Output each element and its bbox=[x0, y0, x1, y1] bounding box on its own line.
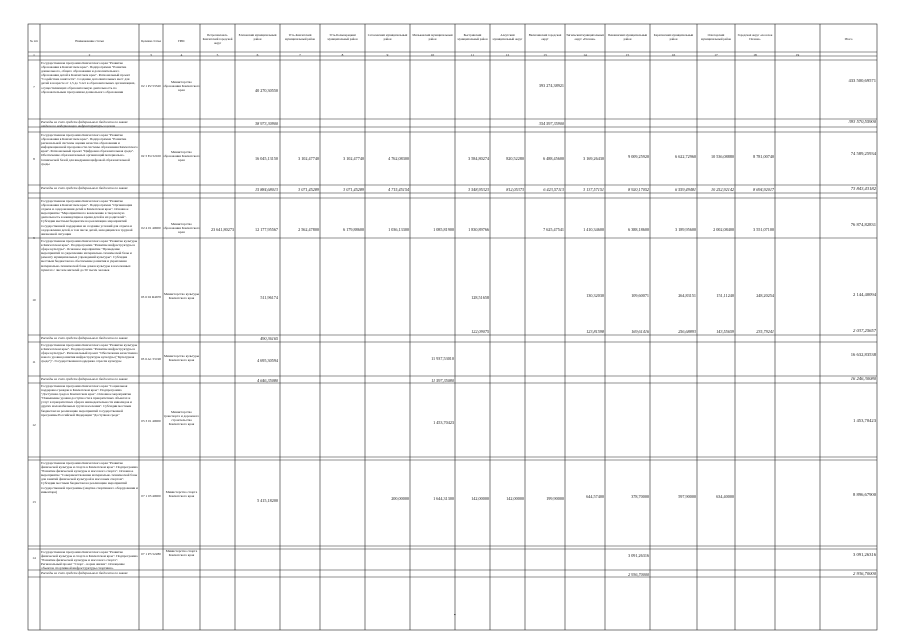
row-14-text: Государственная программа Камчатского края "Развитие физической культуры и спорта в Камчатском крае". Подпрограмма "Развитие физической культуры и массового спорта". Региональный проект "Спорт - норма жизни". Оснащение объектов спортивной инфраструктуры спортивно- bbox=[41, 550, 138, 570]
row-13-tigil: 644,57400 bbox=[586, 494, 604, 499]
row-11-sub-elizovo: 4 646,35080 bbox=[257, 378, 278, 383]
row-10-sub-penzh: 256,68893 bbox=[678, 329, 696, 334]
row-12-code: 05 3 01 40000 bbox=[141, 419, 161, 423]
row-14-sub-penzh: 2 936,70000 bbox=[628, 572, 649, 577]
row-14-code: 07 1 P5 52280 bbox=[141, 552, 161, 556]
row-13-code: 07 1 03 40000 bbox=[141, 494, 161, 498]
row-10-text: Государственная программа Камчатского края "Развитие культуры в Камчатском крае". Подпрограмма "Развитие инфраструктуры в сфере культуры". Основное мероприятие "Проведение мероприятий по укреплению материально-технической базы и ремонту муниципальных учреждений культуры". Субсидия местным бюджетам на обеспечение развития и укрепления материально-технической базы домов культуры в населенных пунктах с числом жителей до 50 тысяч человек bbox=[41, 239, 138, 272]
column-number: 10 bbox=[430, 52, 435, 57]
header-col-tigil: Тигильский муниципальный округ «Палана» bbox=[566, 34, 605, 41]
row-13-penzh: 378,70000 bbox=[631, 494, 649, 499]
column-number: 5 bbox=[216, 52, 219, 57]
row-12-total: 1 453,70423 bbox=[853, 418, 876, 423]
column-number: 8 bbox=[341, 52, 344, 57]
row-11-milkovo: 11 937,53010 bbox=[431, 356, 454, 361]
row-8-grbs: Министерство образования Камчатского края bbox=[163, 150, 200, 163]
row-12-grbs: Министерство транспорта и дорожного строительства Камчатского края bbox=[163, 410, 200, 427]
header-col-sobol: Соболевский муниципальный район bbox=[367, 34, 409, 41]
row-8-sub-bystrin: 3 548,95323 bbox=[468, 187, 489, 192]
row-11-sub-total: 16 246,30080 bbox=[850, 376, 876, 381]
column-number: 14 bbox=[583, 52, 587, 57]
row-8-sub-elizovo: 15 884,68013 bbox=[254, 187, 278, 192]
header-col-penzh: Пенжинский муниципальный район bbox=[607, 34, 648, 41]
row-10-sub-text: Расходы за счет средств федерального бюджета по заявке bbox=[41, 336, 128, 340]
column-number: 13 bbox=[543, 52, 547, 57]
row-13-elizovo: 5 415,18200 bbox=[257, 498, 278, 503]
row-13-no: 13 bbox=[32, 500, 36, 504]
header-col-palana-gp: Городской округ «поселок Палана» bbox=[737, 34, 774, 41]
row-10-sub-tigil: 169,61416 bbox=[631, 329, 649, 334]
row-8-palana: 8 781,00740 bbox=[753, 154, 774, 159]
row-9-bystrin: 1 830,89766 bbox=[468, 227, 489, 232]
row-9-kamchatka: 23 641,80273 bbox=[210, 227, 234, 232]
row-9-ust-kam: 2 562,47800 bbox=[298, 227, 319, 232]
row-12-text: Государственная программа Камчатского края "Социальная поддержка граждан в Камчатском крае". Подпрограмма "Доступная среда в Камчатском крае". Основное мероприятие "Повышение уровня доступности в приоритетных объектах и услуг в приоритетных сферах жизнедеятельности инвалидов и других маломобильных групп населения". Субсидии местным бюджетам на реализацию мероприятий государственной программы Российской Федерации "Доступная среда" bbox=[41, 384, 133, 417]
row-10-code: 03 6 02 R4670 bbox=[140, 295, 162, 299]
row-8-sub-ust-kam: 3 071,45289 bbox=[298, 187, 319, 192]
row-8-elizovo: 16 045,13150 bbox=[254, 156, 278, 161]
row-11-elizovo: 4 695,30594 bbox=[257, 358, 278, 363]
row-8-sub-olyut: 10 252,92142 bbox=[710, 187, 734, 192]
row-10-no: 10 bbox=[32, 298, 36, 302]
row-9-tigil: 1 410,34600 bbox=[583, 227, 604, 232]
row-7-code: 02 1 P2 53320 bbox=[141, 84, 161, 88]
row-13-grbs: Министерство спорта Камчатского края bbox=[165, 490, 199, 499]
row-9-karag: 3 189,95600 bbox=[675, 227, 696, 232]
header-col-total: Итого bbox=[844, 38, 853, 41]
row-7-text: Государственная программа Камчатского края "Развитие образования в Камчатском крае". Подпрограмма "Развитие дошкольного, общего образования и дополнительного образования детей в Камчатском крае". Региональный проект "Содействие занятости". Создание дополнительных мест для детей в возрасте от 1,5 до 3 лет в образовательных организациях, осуществляющих образовательную деятельность по образовательным программам дошкольного образования bbox=[41, 61, 137, 94]
row-8-aleut: 820,52280 bbox=[506, 156, 524, 161]
header-col-bystrin: Быстринский муниципальный район bbox=[457, 34, 488, 41]
row-8-ust-kam: 3 102,47740 bbox=[298, 156, 319, 161]
page-mark: ▪ bbox=[454, 614, 456, 618]
row-11-no: 11 bbox=[32, 360, 36, 364]
row-9-palana: 3 551,07100 bbox=[753, 227, 774, 232]
row-14-sub-total: 2 936,70000 bbox=[853, 571, 876, 576]
row-8-code: 02 3 E4 52100 bbox=[141, 154, 161, 158]
row-11-sub-milkovo: 11 597,35080 bbox=[431, 378, 454, 383]
header-name: Наименование статьи bbox=[75, 40, 104, 43]
row-11-total: 16 632,83538 bbox=[850, 352, 876, 357]
row-9-vilyuch: 7 625,47541 bbox=[543, 227, 564, 232]
row-7-sub-total: 393 570,55900 bbox=[848, 119, 876, 124]
header-col-karag: Карагинский муниципальный район bbox=[653, 34, 694, 41]
row-13-aleut: 142,00000 bbox=[506, 496, 524, 501]
row-9-elizovo: 12 177,95567 bbox=[254, 227, 278, 232]
header-col-ust-kam: Усть-Камчатский муниципальный район bbox=[284, 34, 316, 41]
header-col-milkovo: Мильковский муниципальный район bbox=[412, 34, 454, 41]
row-9-penzh: 6 388,18600 bbox=[628, 227, 649, 232]
row-8-olyut: 10 536,08880 bbox=[710, 154, 734, 159]
row-8-text: Государственная программа Камчатского края "Развитие образования в Камчатском крае". Подпрограмма "Развитие региональной системы оценки качества образования и информационной прозрачности системы образования Камчатского края". Региональный проект "Цифровая образовательная среда". Обеспечение образовательных организаций материально-технической базой для внедрения цифровой образовательной среды bbox=[41, 133, 138, 166]
row-7-no: 7 bbox=[33, 85, 35, 89]
row-8-sub-penzh: 8 920,17052 bbox=[628, 187, 649, 192]
row-10-grbs: Министерство культуры Камчатского края bbox=[163, 292, 200, 301]
row-8-tigil: 3 169,26430 bbox=[583, 156, 604, 161]
row-13-olyut: 634,40000 bbox=[716, 494, 734, 499]
row-10-penzh: 264,83151 bbox=[678, 293, 696, 298]
row-7-total: 433 500,69571 bbox=[848, 78, 876, 83]
column-number: 17 bbox=[714, 52, 718, 57]
row-8-sub-karag: 6 559,49481 bbox=[675, 187, 696, 192]
row-9-sobol: 1 036,13300 bbox=[388, 227, 409, 232]
header-code: Целевая статья bbox=[141, 40, 161, 43]
row-8-vilyuch: 6 488,45600 bbox=[543, 156, 564, 161]
row-9-code: 02 4 01 40000 bbox=[141, 226, 161, 230]
row-10-bystrin: 128,51658 bbox=[471, 295, 489, 300]
row-9-grbs: Министерство образования Камчатского края bbox=[163, 222, 200, 235]
row-12-no: 12 bbox=[32, 423, 36, 427]
column-number: 16 bbox=[671, 52, 676, 57]
row-10-sub-olyut: 235,79241 bbox=[756, 329, 774, 334]
row-7-sub-vilyuch: 354 597,35900 bbox=[538, 121, 564, 126]
row-13-total: 8 896,67900 bbox=[853, 492, 876, 497]
row-9-total: 76 874,82831 bbox=[850, 222, 876, 227]
header-col-kamchatka: Петропавловск-Камчатский городской округ bbox=[202, 34, 234, 45]
header-row-no: № п/п bbox=[30, 40, 38, 43]
row-8-karag: 6 622,72960 bbox=[675, 154, 696, 159]
row-8-ust-bol: 3 102,47740 bbox=[343, 156, 364, 161]
row-9-no: 9 bbox=[33, 236, 35, 240]
row-9-ust-bol: 6 179,88600 bbox=[343, 227, 364, 232]
row-13-vilyuch: 199,90000 bbox=[546, 496, 564, 501]
column-number: 11 bbox=[470, 52, 475, 57]
row-8-sub-sobol: 4 715,45154 bbox=[388, 187, 409, 192]
row-13-karag: 597,90000 bbox=[678, 494, 696, 499]
row-7-elizovo: 40 270,30550 bbox=[254, 88, 278, 93]
row-8-sub-total: 73 843,43182 bbox=[850, 186, 876, 191]
row-8-sub-tigil: 3 137,57151 bbox=[583, 187, 604, 192]
row-10-sub-karag: 143,55659 bbox=[716, 329, 734, 334]
row-11-text: Государственная программа Камчатского края "Развитие культуры в Камчатском крае". Подпрограмма "Развитие инфраструктуры в сфере культуры". Региональный проект "Обеспечение качественно нового уровня развития инфраструктуры культуры ("Культурная среда")". Государственная поддержка отрасли культуры bbox=[41, 343, 138, 364]
row-10-sub-vilyuch: 123,81598 bbox=[586, 329, 604, 334]
row-10-olyut: 248,20254 bbox=[756, 293, 774, 298]
row-14-grbs: Министерство спорта Камчатского края bbox=[165, 549, 199, 558]
row-8-sub-palana: 8 694,92017 bbox=[753, 187, 774, 192]
row-10-sub-elizovo: 490,36165 bbox=[260, 336, 278, 341]
row-10-vilyuch: 130,32030 bbox=[586, 293, 604, 298]
column-number: 18 bbox=[753, 52, 757, 57]
row-9-text: Государственная программа Камчатского края "Развитие образования в Камчатском крае". Подпрограмма "Организация отдыха и оздоровления детей в Камчатском крае". Основное мероприятие "Мероприятия по вовлечению в творческую деятельность в каникулярное время детей и их родителей". Субсидия местным бюджетам на реализацию мероприятий государственной поддержки на создание условий для отдыха и оздоровления детей, в том числе детей, находящихся в трудной жизненной ситуации bbox=[41, 199, 134, 236]
header-col-aleut: Алеутский муниципальный округ bbox=[492, 34, 523, 41]
row-7-vilyuch: 393 274,38921 bbox=[538, 83, 564, 88]
header-col-vilyuch: Вилючинский городской округ bbox=[528, 34, 563, 41]
row-10-tigil: 109,60071 bbox=[631, 293, 649, 298]
header-col-olyut: Олюторский муниципальный район bbox=[700, 34, 732, 41]
row-9-milkovo: 1 085,81900 bbox=[433, 227, 454, 232]
row-14-no: 14 bbox=[32, 556, 36, 560]
row-10-total: 2 144,40094 bbox=[853, 292, 876, 297]
row-14-total: 3 091,26316 bbox=[853, 552, 876, 557]
row-14-sub-text: Расходы за счет средств федерального бюджета по заявке bbox=[41, 571, 128, 575]
row-12-milkovo: 1 453,70423 bbox=[433, 420, 454, 425]
row-10-elizovo: 511,96174 bbox=[260, 295, 278, 300]
row-11-grbs: Министерство культуры Камчатского края bbox=[163, 354, 200, 363]
row-11-code: 03 6 A1 55190 bbox=[140, 357, 162, 361]
column-number: 12 bbox=[505, 52, 510, 57]
column-number: 2 bbox=[88, 52, 91, 57]
row-8-sub-ust-bol: 3 071,45289 bbox=[343, 187, 364, 192]
column-number: 1 bbox=[33, 52, 35, 57]
header-grbs: ГРБС bbox=[177, 40, 186, 43]
row-13-bystrin: 142,00000 bbox=[471, 496, 489, 501]
column-number: 9 bbox=[386, 52, 389, 57]
row-7-grbs: Министерство образования Камчатского края bbox=[163, 80, 200, 93]
header-col-elizovo: Елизовский муниципальный район bbox=[238, 34, 278, 41]
row-13-text: Государственная программа Камчатского края "Развитие физической культуры и спорта в Камчатском крае". Подпрограмма "Развитие физической культуры и массового спорта". Основное мероприятие "Совершенствование материально-технической базы для занятий физической культурой и массовым спортом". Субсидии местным бюджетам на реализацию мероприятий государственной программы (закупка спортивного оборудования и инвентаря) bbox=[41, 461, 138, 494]
row-13-sobol: 200,00000 bbox=[391, 496, 409, 501]
row-8-sub-vilyuch: 6 423,57113 bbox=[543, 187, 564, 192]
row-8-sub-aleut: 812,05373 bbox=[506, 187, 524, 192]
row-9-olyut: 2 002,08400 bbox=[713, 227, 734, 232]
row-7-sub-text: Расходы за счет средств федерального бюджета по заявке отдела по модернизации инфраструктуры в целом bbox=[41, 120, 129, 128]
column-number: 6 bbox=[256, 52, 259, 57]
column-number: 7 bbox=[299, 52, 301, 57]
row-13-milkovo: 1 644,31300 bbox=[433, 496, 454, 501]
row-8-total: 74 589,25934 bbox=[850, 151, 876, 156]
header-col-ust-bol: Усть-Большерецкий муниципальный район bbox=[327, 34, 358, 41]
row-10-sub-bystrin: 122,09075 bbox=[471, 329, 489, 334]
row-8-penzh: 9 009,25920 bbox=[628, 154, 649, 159]
column-number: 19 bbox=[795, 52, 800, 57]
row-14-penzh: 3 091,26316 bbox=[628, 553, 649, 558]
row-8-bystrin: 3 584,80274 bbox=[468, 156, 489, 161]
row-11-sub-text: Расходы за счет средств федерального бюджета по заявке bbox=[41, 377, 128, 381]
column-number: 3 bbox=[150, 52, 152, 57]
row-10-sub-total: 2 037,25657 bbox=[853, 328, 876, 333]
column-number: 15 bbox=[625, 52, 630, 57]
row-10-karag: 151,11240 bbox=[716, 293, 734, 298]
column-number: 4 bbox=[180, 52, 183, 57]
row-8-sub-text: Расходы за счет средств федерального бюджета по заявке bbox=[41, 186, 128, 190]
row-8-sobol: 4 762,08300 bbox=[388, 156, 409, 161]
row-8-no: 8 bbox=[33, 157, 35, 161]
row-7-sub-elizovo: 38 973,30900 bbox=[254, 121, 278, 126]
